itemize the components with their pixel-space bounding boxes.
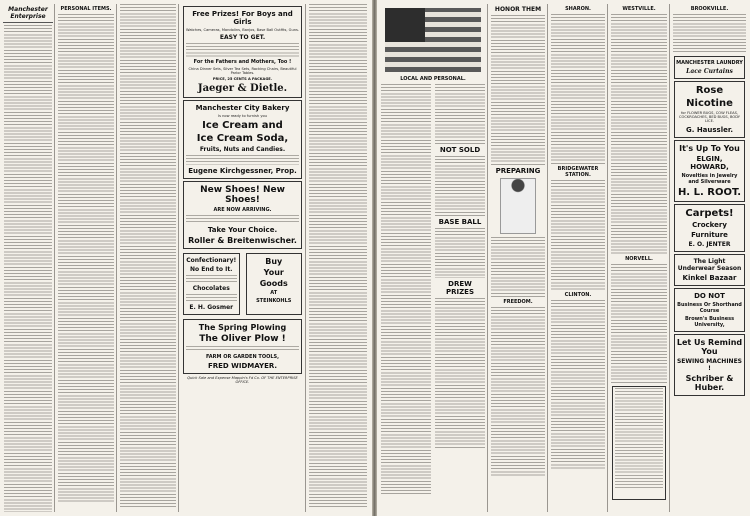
column-text: [435, 228, 485, 278]
gosmer-heading: E. H. Gosmer: [189, 304, 234, 312]
itsup-heading: It's Up To You: [679, 143, 740, 153]
chocolates-heading: Chocolates: [192, 285, 230, 293]
ad-text: [186, 294, 237, 302]
right-page: [377, 0, 750, 516]
masthead: Manchester Enterprise: [8, 6, 48, 20]
column-text: [491, 237, 545, 297]
column-text: [4, 25, 52, 512]
ad-text: [186, 43, 299, 57]
column-text: [435, 156, 485, 216]
two-column-text: [379, 84, 487, 494]
left-col-1: [2, 4, 55, 512]
furniture-heading: Furniture: [691, 230, 728, 239]
left-col-3: [118, 4, 179, 512]
column-text: [58, 14, 114, 504]
column-text: [491, 15, 545, 165]
column-text: [611, 14, 667, 254]
eugene-heading: Eugene Kirchgessner, Prop.: [188, 167, 297, 176]
left-col-ads: [180, 4, 306, 512]
ad-text: [186, 155, 299, 165]
westville-heading: WESTVILLE.: [622, 6, 656, 12]
sewing-heading: SEWING MACHINES !: [676, 357, 743, 372]
drew-prizes-heading: DREW PRIZES: [445, 280, 475, 296]
column-text: [551, 300, 605, 470]
elgin-heading: ELGIN, HOWARD,: [690, 154, 729, 171]
flowerbugs-text: for FLOWER BUGS, COW FLEAS, COCKROACHES, BED BUGS, BODY LICE.: [679, 111, 740, 124]
bakery-ready: Is now ready to furnish you: [218, 113, 267, 118]
fruits-heading: Fruits, Nuts and Candies.: [199, 146, 286, 154]
left-col-2: [56, 4, 117, 512]
sharon-heading: SHARON.: [565, 6, 591, 12]
prizes-heading: Free Prizes! For Boys and Girls: [192, 10, 293, 26]
freedom-heading: FREEDOM.: [503, 299, 533, 305]
confectionary-heading: Confectionary!: [186, 257, 237, 265]
business-heading: Business Or Shorthand Course: [677, 301, 742, 314]
left-page: [0, 0, 372, 516]
price-line: PRICE, 25 CENTS A PACKAGE.: [212, 76, 273, 81]
bridgewater-heading: BRIDGEWATER STATION.: [557, 166, 599, 178]
preparing-heading: PREPARING: [495, 167, 541, 175]
norvell-heading: NORVELL.: [625, 256, 653, 262]
column-text: [381, 84, 431, 494]
column-text: [435, 84, 485, 144]
personal-items-heading: PERSONAL ITEMS.: [60, 6, 112, 12]
your-heading: Your: [263, 268, 284, 278]
column-text: [309, 4, 367, 509]
column-text: [673, 14, 746, 54]
base-ball-heading: BASE BALL: [438, 218, 482, 226]
brookville-heading: BROOKVILLE.: [690, 6, 729, 12]
widmayer-heading: FRED WIDMAYER.: [207, 362, 278, 371]
letus-heading: Let Us Remind You: [676, 337, 743, 356]
right-col-ads: [671, 4, 748, 512]
donot-heading: DO NOT: [694, 291, 725, 300]
bakery-ad: [183, 100, 302, 179]
root-heading: H. L. ROOT.: [677, 186, 742, 198]
carpets-ad: [674, 204, 745, 252]
business-ad: [674, 288, 745, 332]
column-text: [120, 4, 176, 509]
goods-heading: Goods: [259, 279, 288, 289]
confectionary-ad: [183, 253, 240, 315]
column-text: [551, 180, 605, 290]
jaeger-dietle: Jaeger & Dietle.: [197, 82, 288, 94]
right-col-4: [609, 4, 670, 512]
root-ad: [674, 140, 745, 202]
not-sold-heading: NOT SOLD: [439, 146, 481, 154]
spring-plow-heading: The Spring Plowing: [198, 323, 287, 333]
haussler-heading: G. Haussler.: [685, 125, 733, 134]
nicotine-heading: Nicotine: [686, 98, 733, 109]
right-col-3: [549, 4, 608, 512]
farm-heading: FARM OR GARDEN TOOLS,: [205, 354, 280, 361]
fathers-sub: China Dinner Sets, Silver Tea Sets, Rocking Chairs, Beautiful Parlor Tables.: [188, 67, 297, 76]
jenter-heading: E. O. JENTER: [688, 240, 731, 248]
oliver-heading: The Oliver Plow !: [199, 334, 286, 345]
column-text: [491, 307, 545, 477]
crockery-heading: Crockery: [692, 220, 727, 229]
divider: [3, 22, 53, 23]
rose-heading: Rose: [695, 85, 724, 96]
easy-heading: EASY TO GET.: [219, 34, 266, 42]
arriving-heading: ARE NOW ARRIVING.: [213, 207, 272, 214]
column-text: [551, 14, 605, 164]
browns-heading: Brown's Business University,: [684, 315, 735, 328]
right-col-1: [379, 4, 488, 512]
ad-row: [180, 251, 305, 317]
steinkohl-ad: [246, 253, 303, 315]
column-text: [435, 298, 485, 448]
kinkel-heading: Kinkel Bazaar: [682, 273, 737, 282]
novelties-heading: Novelties in Jewelry and Silverware: [681, 172, 738, 185]
underwear-ad: [674, 254, 745, 286]
ad-text: [186, 215, 299, 224]
new-shoes-heading: New Shoes! New Shoes!: [200, 185, 285, 206]
new-shoes-ad: [183, 181, 302, 249]
baseball-player-icon: [500, 178, 536, 234]
lace-curtains-heading: Lace Curtains: [686, 68, 733, 75]
footer-line: Quick Sale and Expense Mappin's Fd Co. OF THE ENTERPRISE OFFICE.: [187, 376, 298, 385]
underwear-heading: The Light Underwear Season: [677, 257, 742, 272]
nicotine-ad: [674, 81, 745, 138]
at-heading: AT: [270, 290, 278, 297]
laundry-heading: MANCHESTER LAUNDRY: [676, 60, 743, 66]
prizes-ad: [183, 6, 302, 98]
ice-cream-heading: Ice Cream and: [202, 120, 283, 132]
bakery-heading: Manchester City Bakery: [195, 103, 290, 112]
ad-text: [615, 388, 663, 488]
plow-ad: [183, 319, 302, 374]
steinkohl-heading: STEINKOHLS: [256, 298, 292, 305]
right-col-2: [489, 4, 548, 512]
column-text: [611, 264, 667, 384]
honor-heading: HONOR THEM: [494, 6, 542, 13]
underwear-ad-small: [612, 386, 666, 500]
roller-heading: Roller & Breitenwischer.: [188, 236, 297, 246]
two-column-right: [433, 84, 487, 494]
laundry-ad: [674, 56, 745, 79]
schriber-heading: Schriber & Huber.: [685, 373, 734, 392]
fathers-heading: For the Fathers and Mothers, Too !: [193, 59, 292, 66]
schriber-ad: [674, 334, 745, 396]
left-col-5: [307, 4, 369, 512]
american-flag-icon: [385, 8, 481, 72]
prizes-sub: Watches, Cameras, Mandolins, Banjos, Base Ball Outfits, Guns.: [186, 28, 300, 32]
take-choice-heading: Take Your Choice.: [207, 226, 278, 235]
ad-text: [186, 346, 299, 352]
buy-heading: Buy: [265, 257, 283, 267]
carpets-heading: Carpets!: [685, 207, 734, 219]
ice-cream-soda-heading: Ice Cream Soda,: [196, 133, 289, 145]
no-end-heading: No End to It.: [190, 266, 233, 274]
clinton-heading: CLINTON.: [564, 292, 592, 298]
local-heading: LOCAL AND PERSONAL.: [400, 76, 466, 82]
ad-text: [186, 275, 237, 283]
